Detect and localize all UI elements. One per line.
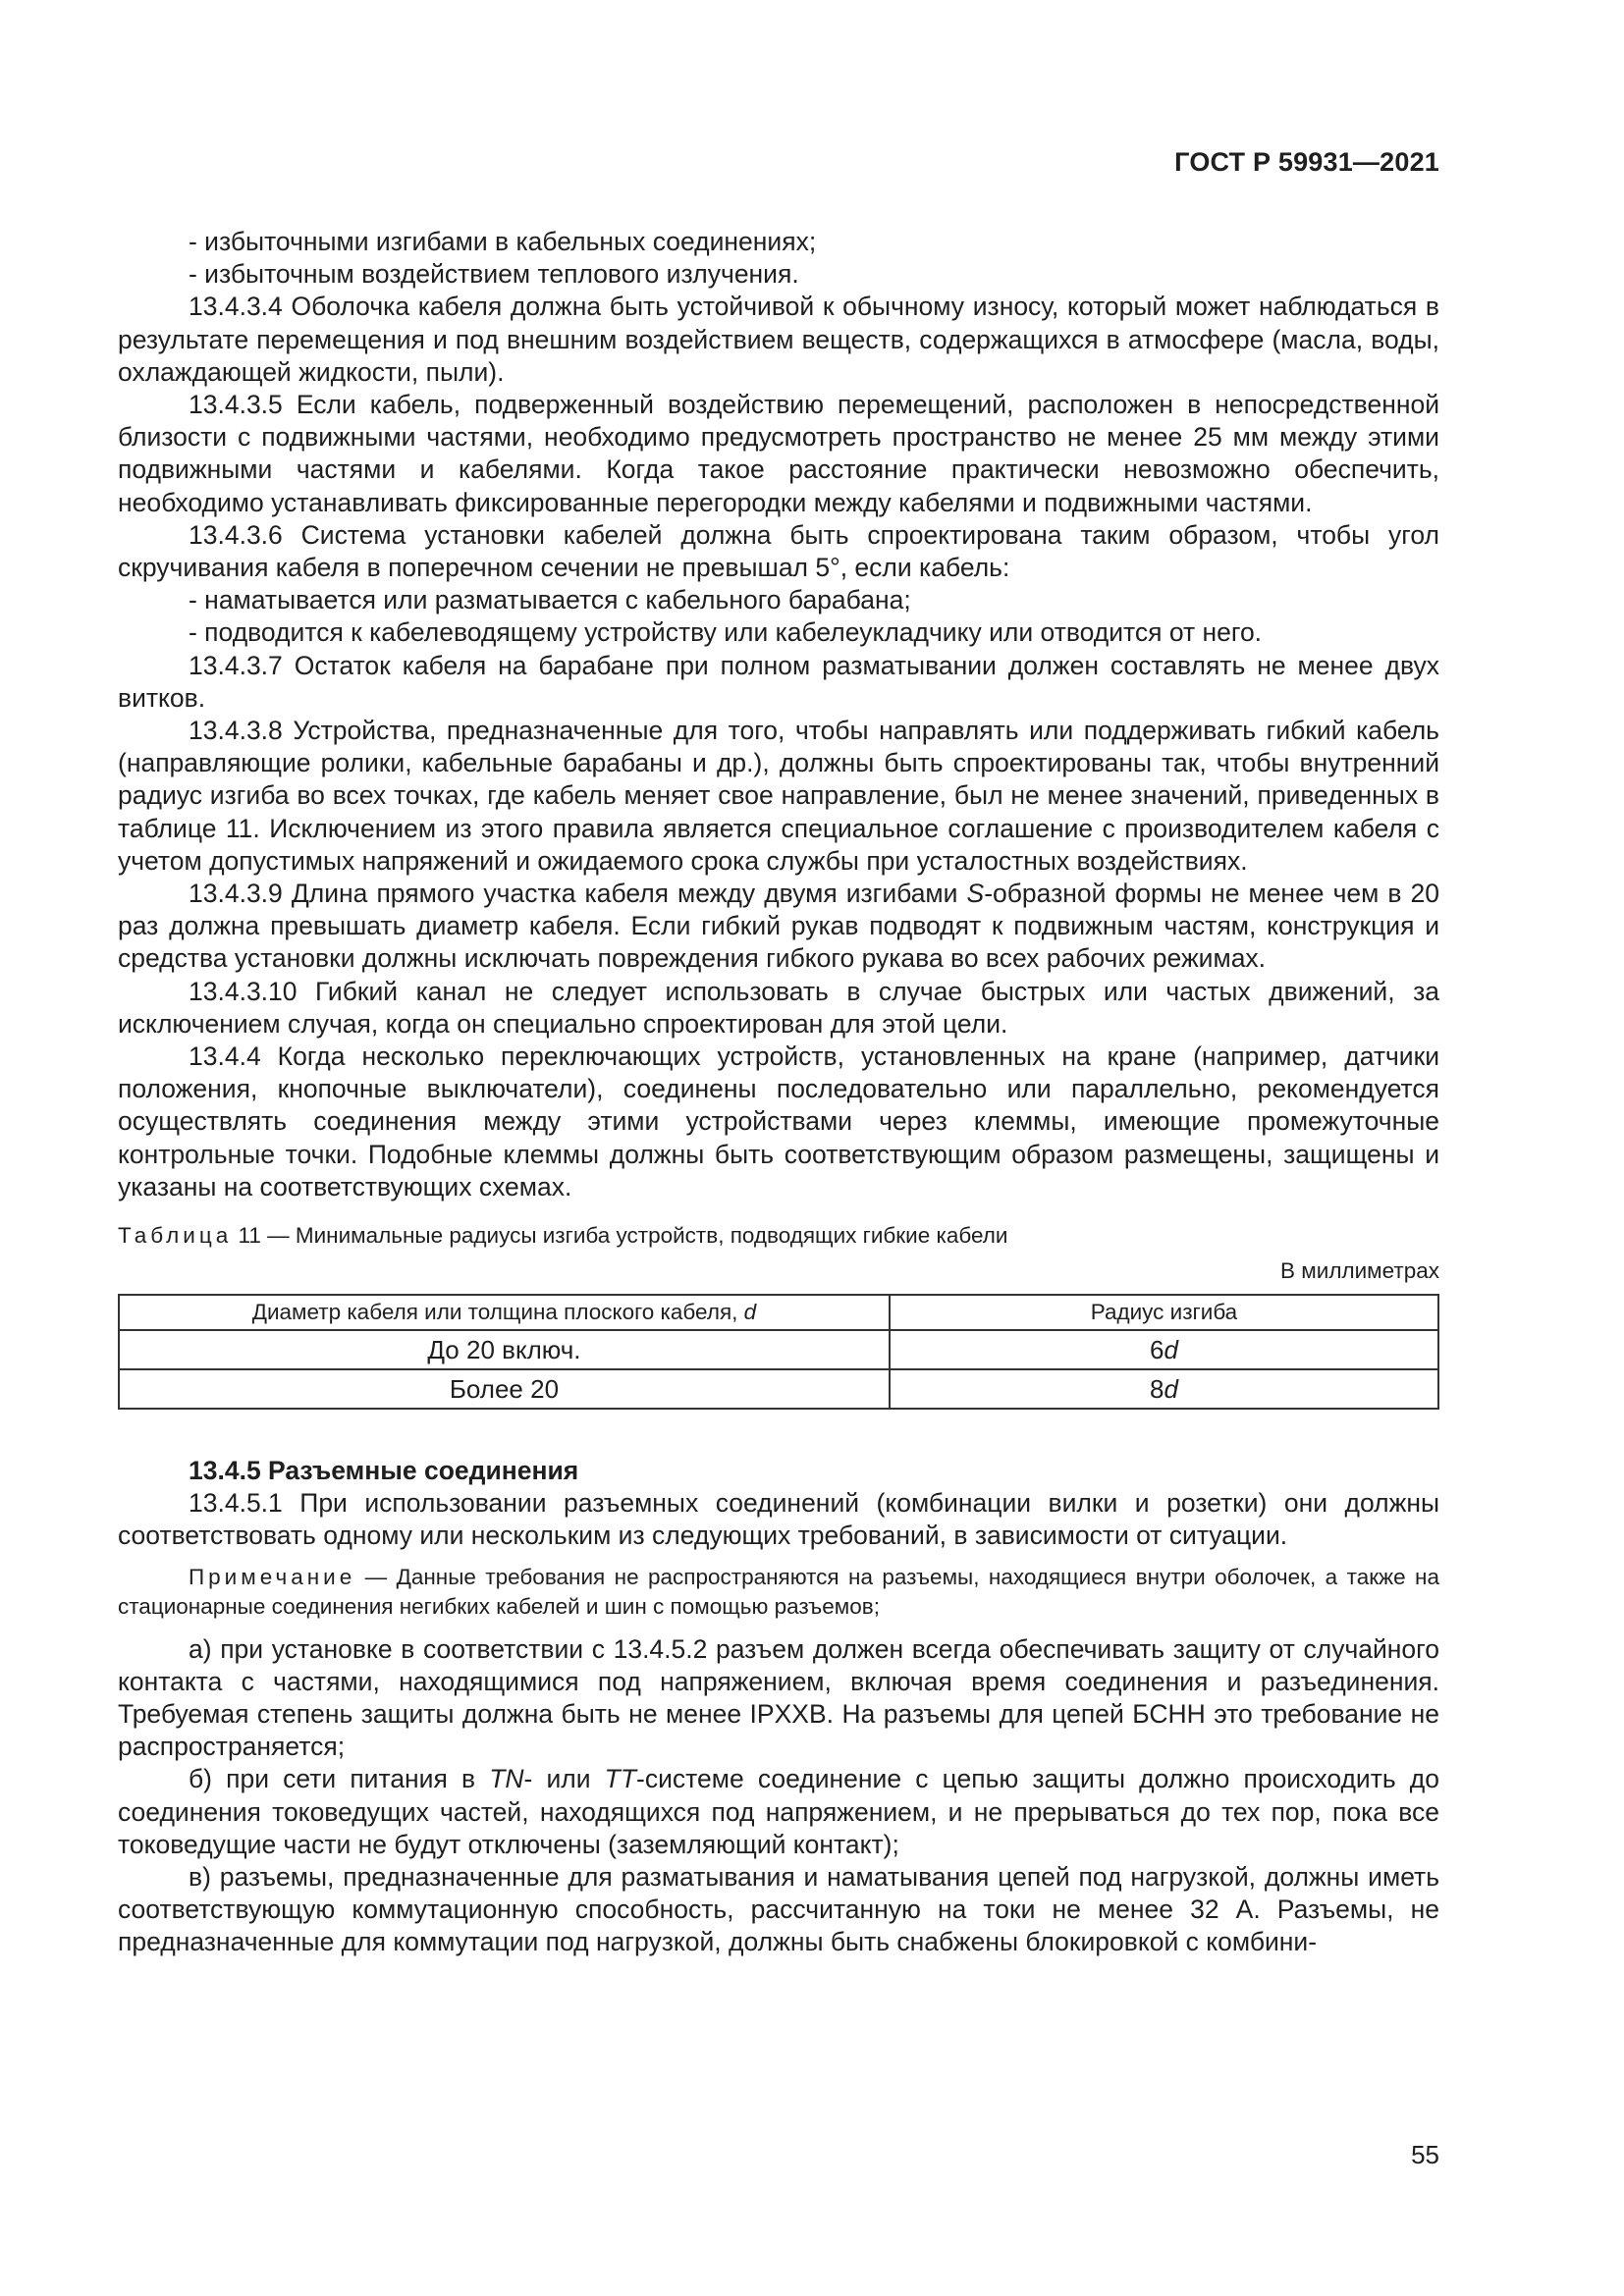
radius-variable: d (1164, 1373, 1178, 1404)
paragraph: 13.4.3.8 Устройства, предназначенные для того, чтобы направлять или поддерживать гибкий кабель (направляющие ролики, кабельные барабаны и др.), должны быть спроектированы так, чтобы внутренний радиус изгиба во всех точках, где кабель меняет свое направление, был не менее значений, приведенных в таблице 11. Исключением из этого правила является специальное соглашение с производителем кабеля с учетом допустимых напряжений и ожидаемого срока службы при усталостных воздействиях. (118, 716, 1439, 876)
paragraph: 13.4.3.10 Гибкий канал не следует использовать в случае быстрых или частых движений, за исключением случая, когда он специально спроектирован для этой цели. (118, 976, 1439, 1039)
bend-radius-table (118, 1294, 1439, 1410)
table-cell (890, 1369, 1438, 1409)
paragraph: 13.4.5.1 При использовании разъемных соединений (комбинации вилки и розетки) они должны соответствовать одному или нескольким из следующих требований, в зависимости от ситуации. (118, 1488, 1439, 1551)
table-row (119, 1369, 1438, 1409)
list-item-a: а) при установке в соответствии с 13.4.5.2 разъем должен всегда обеспечивать защиту от случайного контакта с частями, находящимися под напряжением, включая время соединения и разъединения. Требуемая степень защиты должна быть не менее IPXXB. На разъемы для цепей БСНН это требование не распространяется; (118, 1633, 1439, 1762)
table-cell: До 20 включ. (119, 1330, 890, 1369)
note (118, 1563, 1439, 1622)
table-header-cell (119, 1295, 890, 1330)
table-row (119, 1330, 1438, 1369)
radius-number: 6 (1149, 1334, 1164, 1364)
paragraph: - избыточными изгибами в кабельных соединениях; (189, 227, 817, 256)
page-content (118, 226, 1439, 1959)
paragraph-13-4-3-9 (118, 878, 1439, 976)
document-code: ГОСТ Р 59931—2021 (1174, 147, 1439, 177)
note-text: — Данные требования не распространяются на разъемы, находящиеся внутри оболочек, а также на стационарные соединения негибких кабелей и шин с помощью разъемов; (118, 1564, 1439, 1619)
page-number: 55 (1411, 2140, 1439, 2169)
paragraph: - избыточным воздействием теплового излучения. (189, 259, 799, 290)
table-caption-label: Таблица (118, 1223, 233, 1249)
section-heading: 13.4.5 Разъемные соединения (189, 1456, 579, 1486)
list-item-b (118, 1763, 1439, 1861)
header-variable: d (743, 1300, 757, 1325)
list-item-c: в) разъемы, предназначенные для разматывания и наматывания цепей под нагрузкой, должны иметь соответствующую коммутационную способность, рассчитанную на токи не менее 32 А. Разъемы, не предназначенные для коммутации под нагрузкой, должны быть снабжены блокировкой с комбини- (118, 1861, 1439, 1957)
italic-term: TT (604, 1764, 637, 1794)
table-header-row (119, 1295, 1438, 1330)
header-text: Диаметр кабеля или толщина плоского кабеля, (251, 1300, 744, 1325)
table-header-cell: Радиус изгиба (890, 1295, 1438, 1330)
text-span: -образной формы не менее чем в 20 раз должна превышать диаметр кабеля. Если гибкий рукав подводят к подвижным частям, конструкция и средства установки должны исключать повреждения гибкого рукава во всех рабочих режимах. (118, 879, 1439, 974)
italic-symbol: S (966, 879, 985, 909)
text-span: -системе соединение с цепью защиты должно происходить до соединения токоведущих частей, находящихся под напряжением, и не прерываться до тех пор, пока все токоведущие части не будут отключены (заземляющий контакт); (118, 1764, 1440, 1859)
paragraph: 13.4.3.4 Оболочка кабеля должна быть устойчивой к обычному износу, который может наблюдаться в результате перемещения и под внешним воздействием веществ, содержащихся в атмосфере (масла, воды, охлаждающей жидкости, пыли). (118, 292, 1439, 387)
text-span: - или (523, 1764, 605, 1794)
radius-number: 8 (1149, 1373, 1164, 1404)
paragraph: 13.4.3.6 Система установки кабелей должна быть спроектирована таким образом, чтобы угол скручивания кабеля в поперечном сечении не превышал 5°, если кабель: (118, 519, 1439, 583)
paragraph: - наматывается или разматывается с кабельного барабана; (189, 585, 911, 615)
radius-variable: d (1164, 1334, 1178, 1364)
table-cell (890, 1330, 1438, 1369)
table-caption (118, 1221, 1439, 1251)
table-units: В миллиметрах (1280, 1258, 1439, 1284)
text-span: б) при сети питания в (189, 1764, 490, 1794)
italic-term: TN (489, 1764, 524, 1794)
paragraph: 13.4.3.5 Если кабель, подверженный воздействию перемещений, расположен в непосредственной близости с подвижными частями, необходимо предусмотреть пространство не менее 25 мм между этими подвижными частями и кабелями. Когда такое расстояние практически невозможно обеспечить, необходимо устанавливать фиксированные перегородки между кабелями и подвижными частями. (118, 390, 1439, 517)
table-caption-text: 11 — Минимальные радиусы изгиба устройств, подводящих гибкие кабели (232, 1223, 1008, 1249)
text-span: 13.4.3.9 Длина прямого участка кабеля между двумя изгибами (189, 879, 967, 909)
table-cell: Более 20 (119, 1369, 890, 1409)
paragraph: - подводится к кабелеводящему устройству или кабелеукладчику или отводится от него. (189, 617, 1263, 648)
paragraph: 13.4.4 Когда несколько переключающих устройств, установленных на кране (например, датчики положения, кнопочные выключатели), соединены последовательно или параллельно, рекомендуется осуществлять соединения между этими устройствами через клеммы, имеющие промежуточные контрольные точки. Подобные клеммы должны быть соответствующим образом размещены, защищены и указаны на соответствующих схемах. (118, 1041, 1439, 1201)
paragraph: 13.4.3.7 Остаток кабеля на барабане при полном разматывании должен составлять не менее двух витков. (118, 650, 1439, 713)
note-label: Примечание (189, 1564, 356, 1589)
